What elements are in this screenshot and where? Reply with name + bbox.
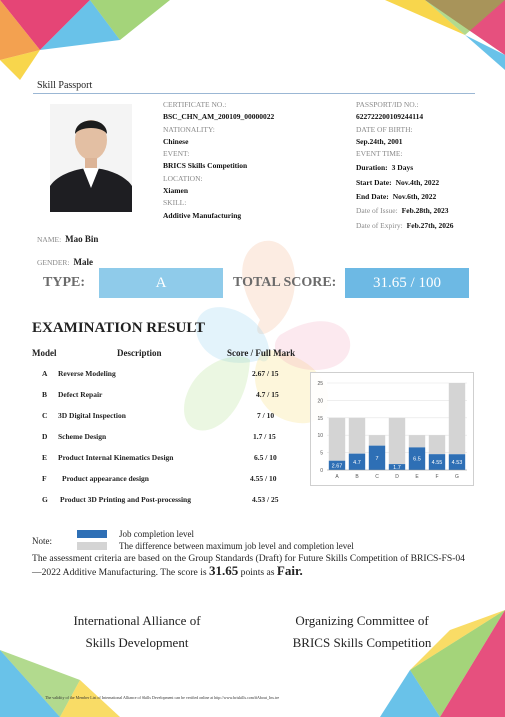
assessment-text-mid: points as <box>238 567 277 578</box>
chart-bar-difference <box>449 383 465 454</box>
location-value: Xiamen <box>163 186 188 196</box>
assessment-text: The assessment criteria are based on the Group Standards (Draft) for Future Skills Competition of BRICS-FS-04—2022 Additive Manufacturing. The score is <box>32 553 465 578</box>
expiry-date-label: Date of Expiry: <box>356 220 403 230</box>
certificate-no-value: BSC_CHN_AM_200109_00000022 <box>163 112 275 122</box>
chart-x-tick-label: D <box>395 474 399 480</box>
chart-bar-difference <box>369 435 385 445</box>
score-highlight: 31.65 <box>209 563 239 578</box>
chart-data-label: 4.55 <box>431 460 443 467</box>
exam-result-title: EXAMINATION RESULT <box>32 320 205 336</box>
person-photo-icon <box>50 104 132 212</box>
passport-id-label: PASSPORT/ID NO.: <box>356 100 419 109</box>
legend-completion-label: Job completion level <box>119 529 194 539</box>
document-title: Skill Passport <box>37 80 93 91</box>
passport-id-value: 622722200109244114 <box>356 112 424 122</box>
event-label: EVENT: <box>163 149 190 159</box>
issuer-left-line2: Skills Development <box>85 635 189 650</box>
legend-difference-swatch <box>77 542 107 550</box>
location-label: LOCATION: <box>163 173 203 183</box>
end-date-label: End Date: <box>356 192 389 202</box>
chart-data-label: 7 <box>375 455 379 462</box>
portrait-photo <box>50 104 132 212</box>
event-time-label: EVENT TIME: <box>356 149 403 159</box>
exam-table: A Reverse Modeling 2.67 / 15 B Defect Repair 4.7 / 15 C 3D Digital Inspection 7 / 10 D Scheme Design 1.7 / 15 E Product Internal Kinematics Design 6.5 / 10 F Product appearance design 4.55 / 10 G Product 3D Printing and Post-processing 4.53 / 25 <box>42 369 279 504</box>
info-middle-column <box>163 99 274 222</box>
chart-x-tick-label: A <box>335 474 339 480</box>
chart-y-tick-label: 20 <box>317 398 323 405</box>
gender-value: Male <box>73 257 93 267</box>
col-description: Description <box>117 348 162 358</box>
skill-value: Additive Manufacturing <box>163 210 242 220</box>
top-left-decoration <box>0 0 200 80</box>
duration-value: 3 Days <box>391 163 414 173</box>
chart-x-tick-label: E <box>415 474 419 480</box>
chart-bar-difference <box>429 435 445 454</box>
chart-bar-difference <box>389 418 405 464</box>
issue-date-value: Feb.28th, 2023 <box>401 206 449 216</box>
issuer-right-line2: BRICS Skills Competition <box>292 635 432 650</box>
nationality-label: NATIONALITY: <box>163 124 215 134</box>
type-label: TYPE: <box>43 275 85 290</box>
col-model: Model <box>32 348 57 358</box>
header-rule <box>33 93 475 94</box>
gender-label: GENDER: <box>37 258 70 267</box>
legend-difference-label: The difference between maximum job level and completion level <box>119 541 354 551</box>
chart-y-tick-label: 15 <box>317 415 323 422</box>
name-label: NAME: <box>37 235 62 244</box>
gender-field <box>37 252 93 270</box>
chart-data-label: 6.5 <box>413 456 421 463</box>
issuer-right <box>276 613 448 651</box>
top-right-decoration <box>385 0 505 70</box>
chart-data-label: 2.67 <box>331 463 343 470</box>
note-label: Note: <box>32 536 52 546</box>
issue-date-label: Date of Issue: <box>356 206 398 216</box>
expiry-date-value: Feb.27th, 2026 <box>406 220 454 230</box>
legend-completion-swatch <box>77 530 107 538</box>
col-score: Score / Full Mark <box>227 348 296 358</box>
chart-bar-difference <box>409 435 425 447</box>
chart-x-tick-label: C <box>375 474 379 480</box>
score-chart <box>311 373 473 485</box>
type-value: A <box>155 274 167 291</box>
skill-label: SKILL: <box>163 198 187 208</box>
score-chart-frame <box>310 372 474 486</box>
chart-y-tick-label: 25 <box>317 381 323 387</box>
chart-x-tick-label: F <box>435 474 439 480</box>
chart-x-tick-label: B <box>355 474 359 480</box>
dob-value: Sep.24th, 2001 <box>356 136 403 146</box>
chart-data-label: 4.53 <box>451 460 463 467</box>
info-right-column <box>356 99 454 232</box>
chart-bar-difference <box>329 418 345 461</box>
chart-y-tick-label: 10 <box>317 433 323 440</box>
start-date-value: Nov.4th, 2022 <box>395 177 440 187</box>
nationality-value: Chinese <box>163 136 189 146</box>
chart-data-label: 4.7 <box>353 459 361 466</box>
name-field <box>37 229 98 247</box>
start-date-label: Start Date: <box>356 177 392 187</box>
chart-bar-difference <box>349 418 365 454</box>
chart-y-tick-label: 0 <box>320 468 323 474</box>
event-value: BRICS Skills Competition <box>163 161 248 171</box>
duration-label: Duration: <box>356 163 388 173</box>
total-score-value: 31.65 / 100 <box>373 274 441 291</box>
name-value: Mao Bin <box>65 234 99 244</box>
grade-highlight: Fair. <box>276 563 303 578</box>
chart-x-tick-label: G <box>455 474 459 480</box>
issuer-right-line1: Organizing Committee of <box>295 613 429 628</box>
certificate-no-label: CERTIFICATE NO.: <box>163 100 227 109</box>
dob-label: DATE OF BIRTH: <box>356 124 413 134</box>
chart-data-label: 1.7 <box>393 465 401 472</box>
footer-note: The validity of the Member List of International Alliance of Skills Development can be verified online at http://www.briskills.com/#About_Ins.tre <box>45 695 280 700</box>
issuer-left <box>52 613 222 651</box>
type-value-box <box>99 268 223 298</box>
assessment-note <box>32 553 474 579</box>
chart-y-tick-label: 5 <box>320 450 323 457</box>
total-score-box <box>345 268 469 298</box>
total-score-label: TOTAL SCORE: <box>233 275 337 290</box>
issuer-left-line1: International Alliance of <box>73 613 201 628</box>
end-date-value: Nov.6th, 2022 <box>392 192 437 202</box>
